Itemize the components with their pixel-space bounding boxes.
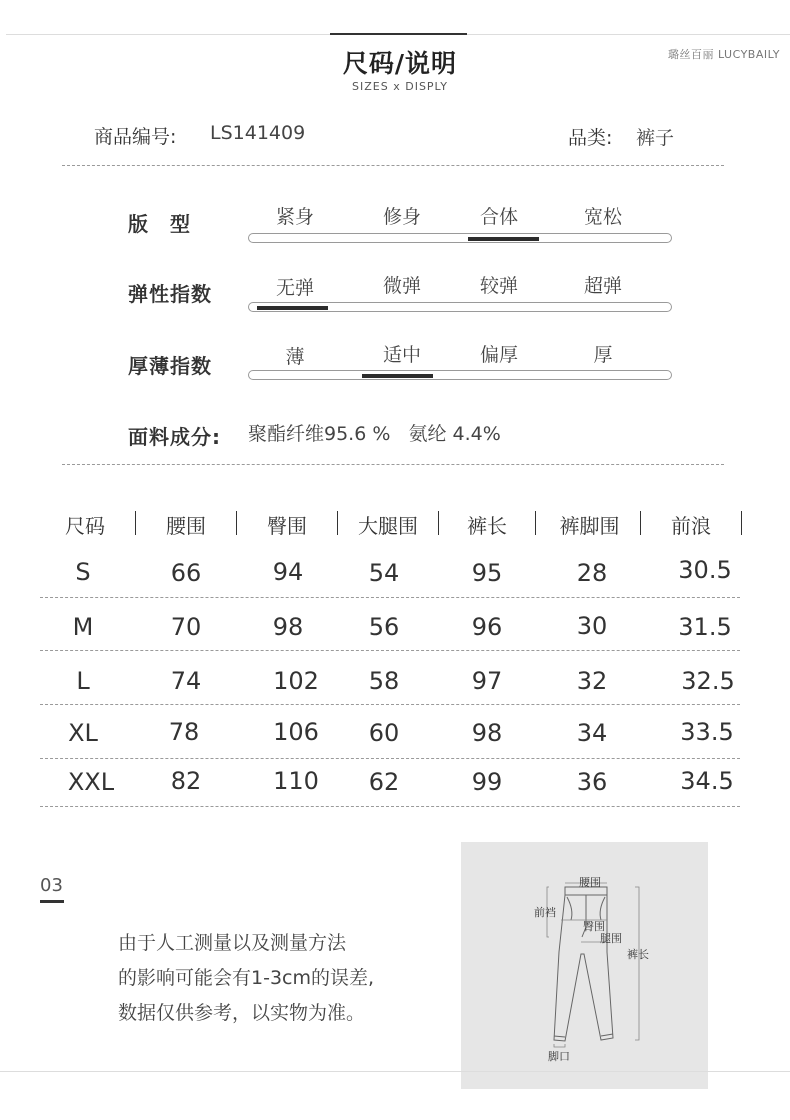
row-divider xyxy=(40,597,740,598)
thickness-option-thick: 厚 xyxy=(593,344,613,366)
table-cell-thigh: 58 xyxy=(368,667,400,695)
thickness-label: 厚薄指数 xyxy=(128,354,212,378)
table-cell-hem: 32 xyxy=(576,667,608,695)
fit-scale-indicator xyxy=(468,237,539,241)
page-title: 尺码/说明 xyxy=(342,49,458,78)
hem-left xyxy=(554,1036,565,1037)
table-cell-hip: 106 xyxy=(273,718,319,746)
table-header-hem: 裤脚围 xyxy=(559,514,620,538)
row-divider xyxy=(40,650,740,651)
product-code-label: 商品编号: xyxy=(94,126,177,148)
table-cell-hem: 28 xyxy=(576,559,608,587)
elasticity-option-moderate: 较弹 xyxy=(479,275,518,297)
fit-option-skinny: 紧身 xyxy=(275,206,314,228)
table-cell-length: 95 xyxy=(471,559,503,587)
section-number-underline xyxy=(40,900,64,903)
table-header-front-rise: 前浪 xyxy=(671,514,711,538)
fabric-value: 聚酯纤维95.6 % 氨纶 4.4% xyxy=(248,423,501,445)
pocket-left xyxy=(567,897,572,920)
table-cell-waist: 66 xyxy=(170,559,202,587)
table-cell-thigh: 60 xyxy=(368,719,400,747)
thickness-option-thickish: 偏厚 xyxy=(479,344,518,366)
table-cell-hem: 30 xyxy=(576,612,608,640)
elasticity-option-none: 无弹 xyxy=(275,277,314,299)
table-cell-length: 97 xyxy=(471,667,503,695)
section-divider xyxy=(62,165,724,166)
thickness-scale-track xyxy=(248,370,672,380)
table-cell-length: 96 xyxy=(471,613,503,641)
hip-callout: 臀围 xyxy=(583,920,605,933)
thigh-callout: 腿围 xyxy=(600,932,622,945)
row-divider xyxy=(40,758,740,759)
table-header-size: 尺码 xyxy=(65,514,105,538)
fabric-label: 面料成分: xyxy=(128,425,221,449)
title-accent-bar xyxy=(330,33,467,35)
table-cell-hip: 102 xyxy=(273,667,319,695)
table-header-waist: 腰围 xyxy=(166,514,206,538)
category-value: 裤子 xyxy=(636,127,675,149)
table-cell-length: 98 xyxy=(471,719,503,747)
fit-scale-track xyxy=(248,233,672,243)
table-header-hip: 臀围 xyxy=(267,514,307,538)
table-cell-waist: 74 xyxy=(170,667,202,695)
table-cell-size: XXL xyxy=(67,768,115,796)
table-cell-front-rise: 34.5 xyxy=(680,767,734,795)
note-line-1: 由于人工测量以及测量方法 xyxy=(118,932,347,954)
section-number: 03 xyxy=(40,875,63,896)
section-divider xyxy=(62,464,724,465)
brand-logo-text: 璐丝百丽 LUCYBAILY xyxy=(667,48,780,61)
note-line-3: 数据仅供参考，以实物为准。 xyxy=(118,1002,366,1024)
table-cell-front-rise: 32.5 xyxy=(681,667,735,695)
elasticity-label: 弹性指数 xyxy=(128,282,212,306)
fit-option-loose: 宽松 xyxy=(583,206,622,228)
header-separator xyxy=(741,511,742,535)
thickness-option-thin: 薄 xyxy=(285,346,305,368)
thickness-option-medium: 适中 xyxy=(382,344,421,366)
table-cell-waist: 70 xyxy=(170,613,202,641)
table-cell-hip: 94 xyxy=(272,558,304,586)
page-subtitle: SIZES x DISPLY xyxy=(352,80,448,93)
table-cell-size: XL xyxy=(68,719,98,747)
header-separator xyxy=(236,511,237,535)
table-cell-front-rise: 31.5 xyxy=(678,613,732,641)
table-cell-size: M xyxy=(72,613,94,641)
table-cell-size: S xyxy=(75,558,91,586)
table-cell-size: L xyxy=(76,667,90,695)
length-measure-bracket xyxy=(635,887,639,1040)
header-separator xyxy=(337,511,338,535)
pants-outline xyxy=(554,895,613,1041)
thickness-scale-indicator xyxy=(362,374,433,378)
elasticity-scale-indicator xyxy=(257,306,328,310)
table-cell-front-rise: 30.5 xyxy=(678,556,732,584)
note-line-2: 的影响可能会有1-3cm的误差, xyxy=(118,967,375,989)
elasticity-option-high: 超弹 xyxy=(583,275,622,297)
row-divider xyxy=(40,704,740,705)
header-separator xyxy=(135,511,136,535)
length-callout: 裤长 xyxy=(627,948,649,961)
elasticity-option-slight: 微弹 xyxy=(382,275,421,297)
waist-callout: 腰围 xyxy=(579,876,601,889)
pocket-right xyxy=(600,897,605,920)
hem-right xyxy=(601,1034,613,1036)
row-divider xyxy=(40,806,740,807)
table-cell-hem: 36 xyxy=(576,768,608,796)
table-cell-hip: 110 xyxy=(273,767,319,795)
table-cell-waist: 78 xyxy=(168,718,200,746)
header-separator xyxy=(640,511,641,535)
table-cell-hip: 98 xyxy=(272,613,304,641)
category-label: 品类: xyxy=(568,127,613,149)
fit-option-slim: 修身 xyxy=(382,206,421,228)
table-header-length: 裤长 xyxy=(467,514,507,538)
table-cell-front-rise: 33.5 xyxy=(680,718,734,746)
pants-illustration xyxy=(461,842,708,1089)
table-cell-thigh: 54 xyxy=(368,559,400,587)
hem-measure-bracket xyxy=(554,1044,565,1047)
front-rise-callout: 前裆 xyxy=(534,906,556,919)
table-cell-length: 99 xyxy=(471,768,503,796)
table-cell-thigh: 56 xyxy=(368,613,400,641)
measurement-diagram xyxy=(461,842,708,1089)
fit-label: 版 型 xyxy=(128,212,191,236)
bottom-divider xyxy=(0,1071,790,1072)
hem-callout: 脚口 xyxy=(548,1050,570,1063)
product-code-value: LS141409 xyxy=(210,122,306,144)
header-separator xyxy=(438,511,439,535)
table-header-thigh: 大腿围 xyxy=(358,514,418,538)
table-cell-hem: 34 xyxy=(576,719,608,747)
table-cell-thigh: 62 xyxy=(368,768,400,796)
fit-option-regular: 合体 xyxy=(479,206,518,228)
table-cell-waist: 82 xyxy=(170,767,202,795)
header-separator xyxy=(535,511,536,535)
